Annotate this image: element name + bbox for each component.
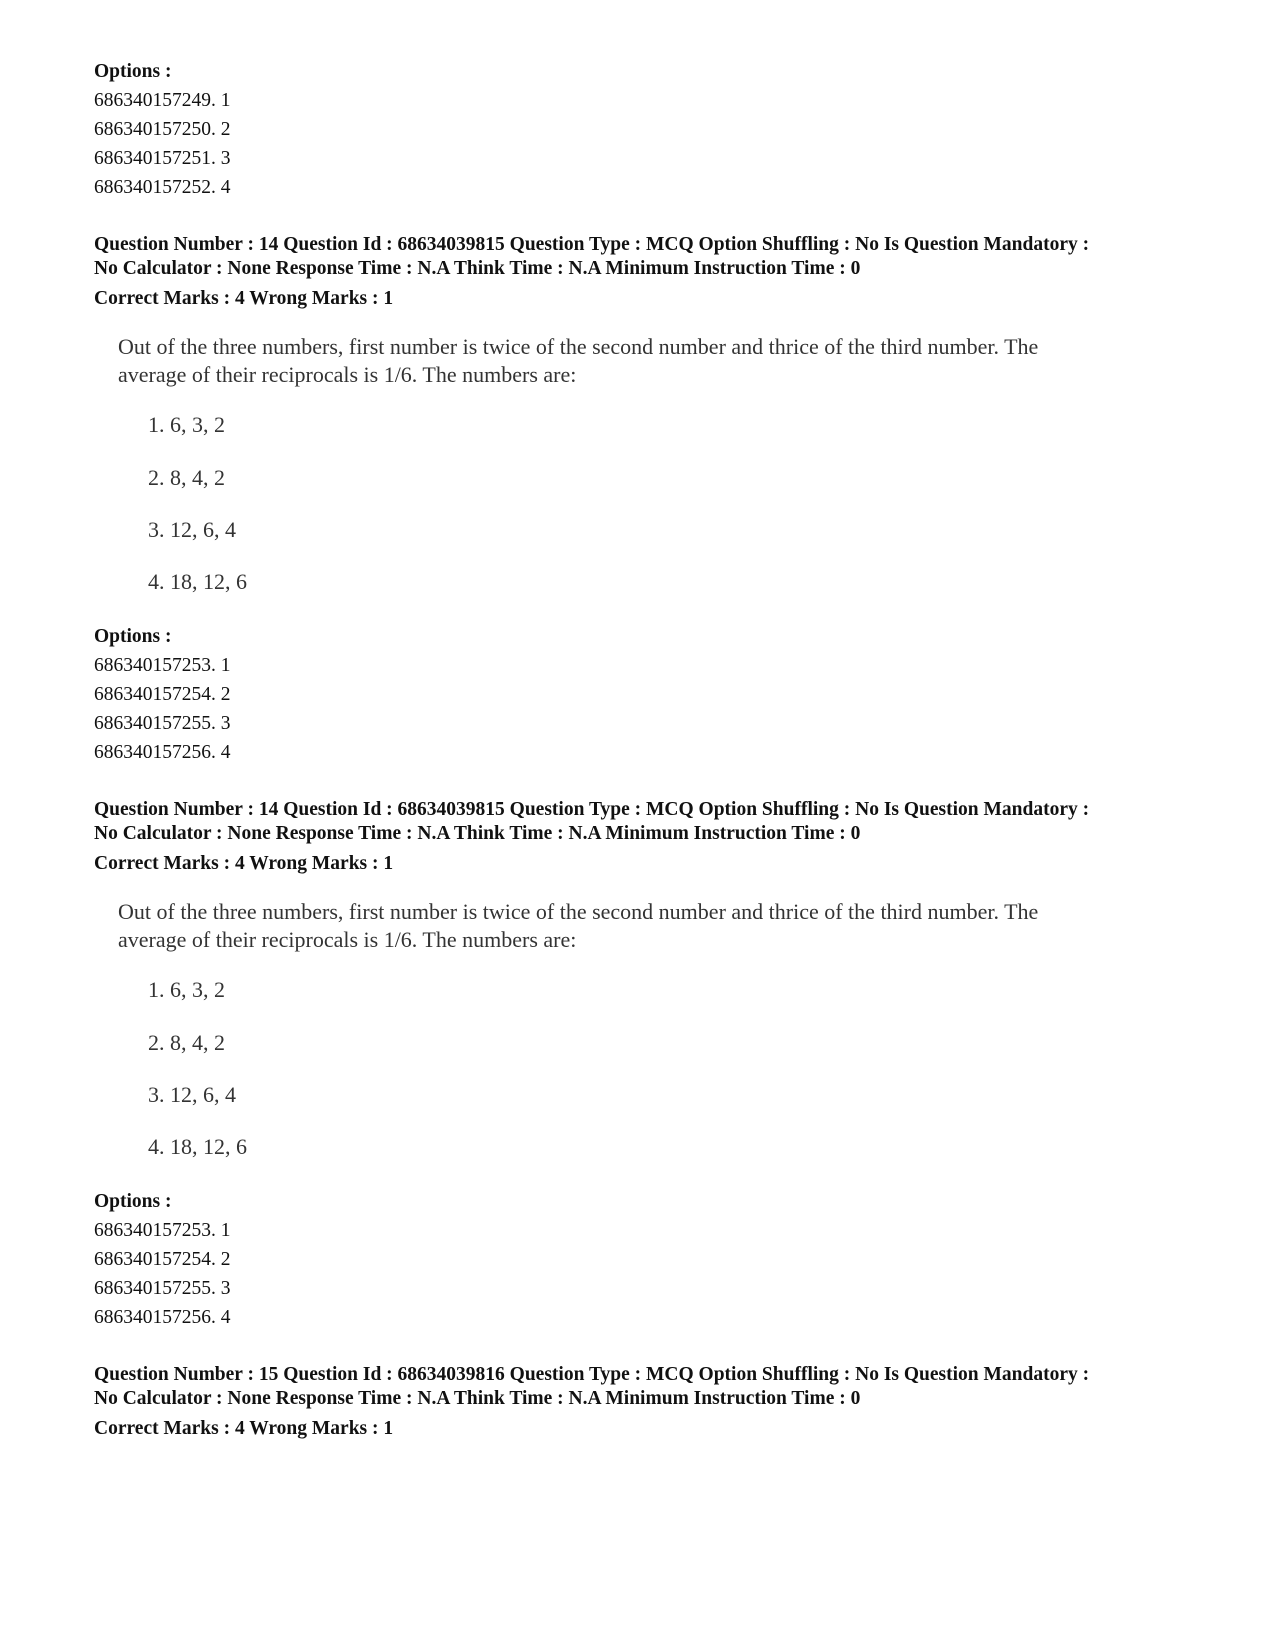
choice-3: 3. 12, 6, 4 xyxy=(148,517,236,542)
question-marks: Correct Marks : 4 Wrong Marks : 1 xyxy=(94,288,394,309)
option-line: 686340157250. 2 xyxy=(94,119,231,140)
choice-3: 3. 12, 6, 4 xyxy=(148,1082,236,1107)
question-header xyxy=(94,233,1204,313)
option-line: 686340157255. 3 xyxy=(94,713,231,734)
option-line: 686340157256. 4 xyxy=(94,1307,231,1328)
question-body xyxy=(118,333,1158,594)
option-line: 686340157255. 3 xyxy=(94,1278,231,1299)
question-text-line1: Out of the three numbers, first number is twice of the second number and thrice of the third number. The xyxy=(118,334,1039,359)
question-header-line1: Question Number : 14 Question Id : 68634039815 Question Type : MCQ Option Shuffling : No Is Question Mandatory : xyxy=(94,234,1090,255)
option-line: 686340157254. 2 xyxy=(94,1249,231,1270)
question-header-line2: No Calculator : None Response Time : N.A Think Time : N.A Minimum Instruction Time : 0 xyxy=(94,823,861,844)
option-line: 686340157256. 4 xyxy=(94,742,231,763)
choice-1: 1. 6, 3, 2 xyxy=(148,412,225,437)
question-header-line1: Question Number : 14 Question Id : 68634039815 Question Type : MCQ Option Shuffling : No Is Question Mandatory : xyxy=(94,799,1090,820)
question-text-line2: average of their reciprocals is 1/6. The numbers are: xyxy=(118,362,577,387)
option-line: 686340157252. 4 xyxy=(94,177,231,198)
options-block xyxy=(94,1187,1204,1332)
question-header xyxy=(94,798,1204,878)
option-line: 686340157249. 1 xyxy=(94,90,231,111)
question-text-line1: Out of the three numbers, first number is twice of the second number and thrice of the third number. The xyxy=(118,899,1039,924)
options-label: Options : xyxy=(94,626,172,647)
options-block xyxy=(94,622,1204,767)
question-header xyxy=(94,1363,1204,1443)
question-header-line2: No Calculator : None Response Time : N.A Think Time : N.A Minimum Instruction Time : 0 xyxy=(94,1388,861,1409)
question-text-line2: average of their reciprocals is 1/6. The numbers are: xyxy=(118,927,577,952)
option-line: 686340157254. 2 xyxy=(94,684,231,705)
option-line: 686340157253. 1 xyxy=(94,655,231,676)
option-line: 686340157251. 3 xyxy=(94,148,231,169)
options-block-top xyxy=(94,57,1204,202)
option-line: 686340157253. 1 xyxy=(94,1220,231,1241)
question-body xyxy=(118,898,1158,1159)
question-header-line1: Question Number : 15 Question Id : 68634039816 Question Type : MCQ Option Shuffling : No Is Question Mandatory : xyxy=(94,1364,1090,1385)
choice-4: 4. 18, 12, 6 xyxy=(148,569,247,594)
choice-2: 2. 8, 4, 2 xyxy=(148,465,225,490)
question-marks: Correct Marks : 4 Wrong Marks : 1 xyxy=(94,1418,394,1439)
options-label: Options : xyxy=(94,1191,172,1212)
question-marks: Correct Marks : 4 Wrong Marks : 1 xyxy=(94,853,394,874)
question-header-line2: No Calculator : None Response Time : N.A Think Time : N.A Minimum Instruction Time : 0 xyxy=(94,258,861,279)
choice-2: 2. 8, 4, 2 xyxy=(148,1030,225,1055)
choice-4: 4. 18, 12, 6 xyxy=(148,1134,247,1159)
options-label: Options : xyxy=(94,61,172,82)
choice-1: 1. 6, 3, 2 xyxy=(148,977,225,1002)
